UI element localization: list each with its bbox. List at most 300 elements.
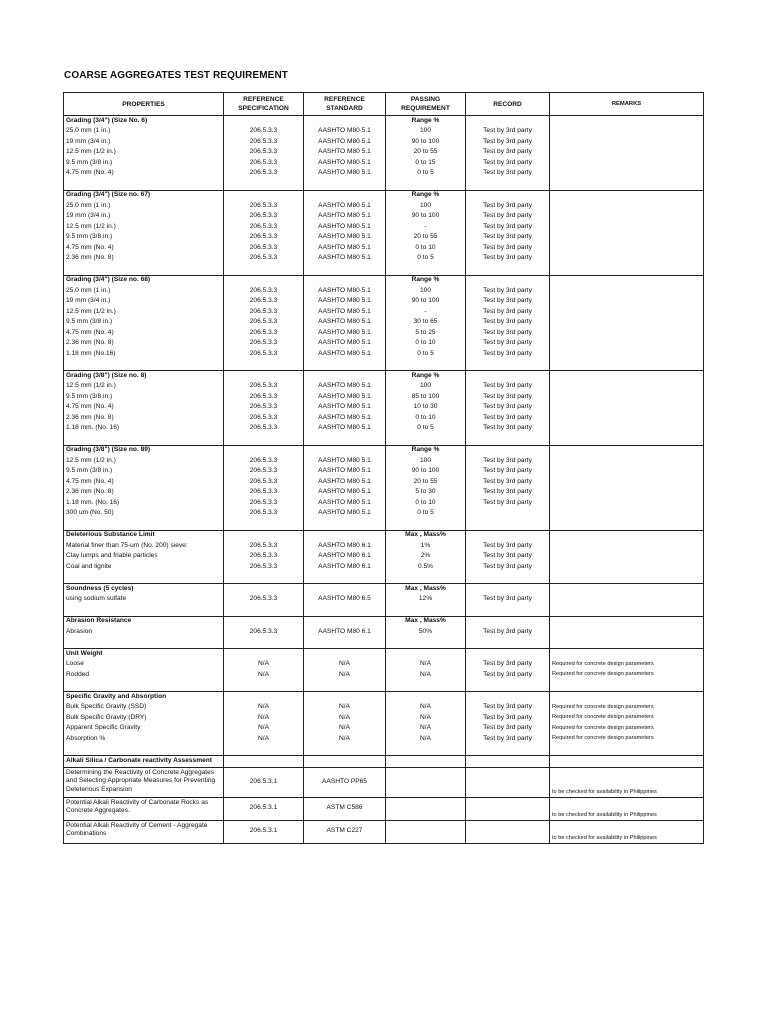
- section-title: Deleterious Substance Limit: [64, 530, 224, 541]
- empty-cell: [304, 434, 386, 445]
- empty-cell: [550, 360, 704, 371]
- section-requirement-header: Max , Mass%: [386, 584, 466, 595]
- specification-cell: 206.5.3.3: [224, 328, 304, 339]
- record-cell: Test by 3rd party: [466, 212, 550, 223]
- standard-cell: N/A: [304, 703, 386, 714]
- table-row: [64, 424, 704, 435]
- remarks-cell: Required for concrete design parameters: [550, 703, 704, 714]
- empty-cell: [64, 573, 224, 584]
- record-cell: Test by 3rd party: [466, 541, 550, 552]
- requirement-cell: 20 to 55: [386, 148, 466, 159]
- requirement-cell: 5 to 30: [386, 488, 466, 499]
- property-cell: Rodded: [64, 670, 224, 681]
- empty-cell: [224, 681, 304, 692]
- empty-cell: [386, 264, 466, 275]
- specification-cell: 206.5.3.3: [224, 509, 304, 520]
- empty-cell: [304, 649, 386, 660]
- specification-cell: 206.5.3.3: [224, 137, 304, 148]
- record-cell: Test by 3rd party: [466, 137, 550, 148]
- specification-cell: 206.5.3.3: [224, 318, 304, 329]
- property-cell: 1.18 mm (No.16): [64, 349, 224, 360]
- standard-cell: AASHTO M80 5.1: [304, 424, 386, 435]
- requirement-cell: 100: [386, 201, 466, 212]
- record-cell: Test by 3rd party: [466, 254, 550, 265]
- specification-cell: 206.5.3.1: [224, 797, 304, 820]
- property-cell: 2.36 mm (No. 8): [64, 413, 224, 424]
- table-row: [64, 158, 704, 169]
- specification-cell: 206.5.3.3: [224, 477, 304, 488]
- specification-cell: 206.5.3.3: [224, 158, 304, 169]
- specification-cell: 206.5.3.3: [224, 169, 304, 180]
- property-cell: Bulk Specific Gravity (DRY): [64, 713, 224, 724]
- empty-cell: [224, 649, 304, 660]
- table-row: [64, 297, 704, 308]
- spacer-row: [64, 681, 704, 692]
- table-row: [64, 797, 704, 820]
- record-cell: Test by 3rd party: [466, 318, 550, 329]
- section-requirement-header: Range %: [386, 275, 466, 286]
- standard-cell: AASHTO M80 5.1: [304, 169, 386, 180]
- table-row: [64, 509, 704, 520]
- requirement-cell: 12%: [386, 595, 466, 606]
- record-cell: Test by 3rd party: [466, 413, 550, 424]
- requirement-cell: 0.5%: [386, 562, 466, 573]
- section-header-row: [64, 649, 704, 660]
- record-cell: Test by 3rd party: [466, 562, 550, 573]
- table-row: [64, 382, 704, 393]
- property-cell: 2.36 mm (No. 8): [64, 339, 224, 350]
- requirement-cell: 0 to 10: [386, 498, 466, 509]
- specification-cell: 206.5.3.3: [224, 297, 304, 308]
- section-requirement-header: [386, 692, 466, 703]
- empty-cell: [224, 434, 304, 445]
- property-cell: Coal and lignite: [64, 562, 224, 573]
- requirement-cell: 0 to 5: [386, 424, 466, 435]
- remarks-cell: [550, 477, 704, 488]
- remarks-cell: [550, 382, 704, 393]
- table-row: [64, 488, 704, 499]
- section-requirement-header: Range %: [386, 371, 466, 382]
- header-record: RECORD: [466, 93, 550, 116]
- spacer-row: [64, 745, 704, 756]
- remarks-cell: [550, 243, 704, 254]
- section-header-row: [64, 190, 704, 201]
- remarks-cell: to be checked for availability in Philippines: [550, 797, 704, 820]
- section-requirement-header: Max , Mass%: [386, 616, 466, 627]
- specification-cell: 206.5.3.3: [224, 392, 304, 403]
- section-title: Unit Weight: [64, 649, 224, 660]
- table-row: [64, 307, 704, 318]
- empty-cell: [550, 745, 704, 756]
- remarks-cell: [550, 127, 704, 138]
- spacer-row: [64, 605, 704, 616]
- standard-cell: AASHTO M80 5.1: [304, 456, 386, 467]
- record-cell: [466, 820, 550, 843]
- table-row: [64, 233, 704, 244]
- remarks-cell: Required for concrete design parameters: [550, 713, 704, 724]
- standard-cell: AASHTO M80 5.1: [304, 286, 386, 297]
- remarks-cell: [550, 552, 704, 563]
- empty-cell: [64, 745, 224, 756]
- property-cell: 12.5 mm (1/2 in.): [64, 307, 224, 318]
- property-cell: 9.5 mm (3/8 in.): [64, 392, 224, 403]
- property-cell: Material finer than 75-um (No. 200) sieve:: [64, 541, 224, 552]
- standard-cell: N/A: [304, 724, 386, 735]
- empty-cell: [386, 605, 466, 616]
- empty-cell: [224, 190, 304, 201]
- header-properties: PROPERTIES: [64, 93, 224, 116]
- empty-cell: [550, 371, 704, 382]
- specification-cell: 206.5.3.3: [224, 552, 304, 563]
- section-header-row: [64, 530, 704, 541]
- specification-cell: 206.5.3.3: [224, 403, 304, 414]
- specification-cell: 206.5.3.3: [224, 627, 304, 638]
- standard-cell: AASHTO M80 5.1: [304, 254, 386, 265]
- empty-cell: [466, 681, 550, 692]
- header-reference-standard: REFERENCE STANDARD: [304, 93, 386, 116]
- property-cell: 2.36 mm (No. 8): [64, 488, 224, 499]
- empty-cell: [466, 519, 550, 530]
- empty-cell: [466, 530, 550, 541]
- empty-cell: [386, 756, 466, 768]
- table-row: [64, 403, 704, 414]
- table-row: [64, 477, 704, 488]
- remarks-cell: [550, 627, 704, 638]
- empty-cell: [550, 605, 704, 616]
- empty-cell: [304, 605, 386, 616]
- section-requirement-header: Max , Mass%: [386, 530, 466, 541]
- table-row: [64, 541, 704, 552]
- remarks-cell: Required for concrete design parameters: [550, 724, 704, 735]
- table-row: [64, 456, 704, 467]
- property-cell: 1.18 mm. (No. 16): [64, 498, 224, 509]
- remarks-cell: [550, 328, 704, 339]
- empty-cell: [304, 756, 386, 768]
- empty-cell: [304, 616, 386, 627]
- remarks-cell: [550, 318, 704, 329]
- specification-cell: 206.5.3.3: [224, 148, 304, 159]
- record-cell: Test by 3rd party: [466, 328, 550, 339]
- empty-cell: [224, 519, 304, 530]
- property-cell: 12.5 mm (1/2 in.): [64, 148, 224, 159]
- specification-cell: 206.5.3.3: [224, 201, 304, 212]
- remarks-cell: [550, 498, 704, 509]
- standard-cell: AASHTO M80 5.1: [304, 307, 386, 318]
- record-cell: Test by 3rd party: [466, 477, 550, 488]
- standard-cell: AASHTO M80 6.1: [304, 541, 386, 552]
- empty-cell: [304, 745, 386, 756]
- empty-cell: [550, 692, 704, 703]
- requirement-cell: 30 to 65: [386, 318, 466, 329]
- empty-cell: [224, 692, 304, 703]
- requirement-cell: N/A: [386, 660, 466, 671]
- empty-cell: [64, 264, 224, 275]
- record-cell: Test by 3rd party: [466, 392, 550, 403]
- record-cell: Test by 3rd party: [466, 488, 550, 499]
- table-row: [64, 212, 704, 223]
- property-cell: 2.36 mm (No. 8): [64, 254, 224, 265]
- section-header-row: [64, 616, 704, 627]
- requirement-cell: 90 to 100: [386, 297, 466, 308]
- property-cell: 9.5 mm (3/8 in.): [64, 467, 224, 478]
- property-cell: 19 mm (3/4 in.): [64, 137, 224, 148]
- table-row: [64, 413, 704, 424]
- property-cell: using sodium sulfate: [64, 595, 224, 606]
- table-row: [64, 670, 704, 681]
- specification-cell: N/A: [224, 670, 304, 681]
- empty-cell: [466, 692, 550, 703]
- remarks-cell: [550, 562, 704, 573]
- section-header-row: [64, 445, 704, 456]
- record-cell: Test by 3rd party: [466, 297, 550, 308]
- empty-cell: [550, 573, 704, 584]
- standard-cell: AASHTO M80 5.1: [304, 233, 386, 244]
- remarks-cell: [550, 137, 704, 148]
- property-cell: Absorption %: [64, 734, 224, 745]
- empty-cell: [304, 638, 386, 649]
- remarks-cell: [550, 201, 704, 212]
- empty-cell: [386, 681, 466, 692]
- spacer-row: [64, 573, 704, 584]
- empty-cell: [224, 445, 304, 456]
- empty-cell: [466, 445, 550, 456]
- remarks-cell: [550, 297, 704, 308]
- specification-cell: 206.5.3.3: [224, 127, 304, 138]
- empty-cell: [64, 434, 224, 445]
- standard-cell: AASHTO M80 5.1: [304, 328, 386, 339]
- table-row: [64, 243, 704, 254]
- empty-cell: [550, 434, 704, 445]
- record-cell: Test by 3rd party: [466, 724, 550, 735]
- table-row: [64, 254, 704, 265]
- empty-cell: [224, 275, 304, 286]
- standard-cell: AASHTO M80 5.1: [304, 201, 386, 212]
- property-cell: 12.5 mm (1/2 in.): [64, 456, 224, 467]
- record-cell: Test by 3rd party: [466, 670, 550, 681]
- remarks-cell: [550, 339, 704, 350]
- requirement-cell: 100: [386, 127, 466, 138]
- standard-cell: N/A: [304, 734, 386, 745]
- record-cell: Test by 3rd party: [466, 286, 550, 297]
- property-cell: 4.75 mm (No. 4): [64, 477, 224, 488]
- empty-cell: [386, 745, 466, 756]
- specification-cell: N/A: [224, 713, 304, 724]
- requirement-cell: [386, 820, 466, 843]
- standard-cell: AASHTO M80 6.1: [304, 562, 386, 573]
- property-cell: Potential Alkali Reactivity of Carbonate Rocks as Concrete Aggregates.: [64, 797, 224, 820]
- specification-cell: 206.5.3.3: [224, 382, 304, 393]
- empty-cell: [386, 434, 466, 445]
- specification-cell: N/A: [224, 734, 304, 745]
- property-cell: Clay lumps and friable particles: [64, 552, 224, 563]
- table-row: [64, 660, 704, 671]
- requirement-cell: 85 to 100: [386, 392, 466, 403]
- remarks-cell: [550, 349, 704, 360]
- section-header-row: [64, 756, 704, 768]
- standard-cell: AASHTO M80 5.1: [304, 222, 386, 233]
- property-cell: 19 mm (3/4 in.): [64, 297, 224, 308]
- standard-cell: AASHTO M80 5.1: [304, 382, 386, 393]
- specification-cell: 206.5.3.3: [224, 286, 304, 297]
- table-row: [64, 467, 704, 478]
- property-cell: Potential Alkali Reactivity of Cement - Aggregate Combinations: [64, 820, 224, 843]
- section-title: Specific Gravity and Absorption: [64, 692, 224, 703]
- empty-cell: [224, 116, 304, 127]
- spacer-row: [64, 179, 704, 190]
- requirement-cell: 5 to 25: [386, 328, 466, 339]
- empty-cell: [386, 638, 466, 649]
- empty-cell: [466, 616, 550, 627]
- section-title: Alkali Silica / Carbonate reactivity Assessment: [64, 756, 224, 768]
- empty-cell: [550, 681, 704, 692]
- table-body: [64, 116, 704, 844]
- empty-cell: [386, 519, 466, 530]
- specification-cell: 206.5.3.3: [224, 254, 304, 265]
- requirement-cell: N/A: [386, 734, 466, 745]
- empty-cell: [304, 692, 386, 703]
- standard-cell: AASHTO PP65: [304, 767, 386, 797]
- requirement-cell: 100: [386, 382, 466, 393]
- section-requirement-header: Range %: [386, 445, 466, 456]
- empty-cell: [466, 116, 550, 127]
- empty-cell: [304, 681, 386, 692]
- remarks-cell: [550, 413, 704, 424]
- property-cell: 9.5 mm (3/8 in.): [64, 158, 224, 169]
- standard-cell: AASHTO M80 6.1: [304, 627, 386, 638]
- empty-cell: [550, 275, 704, 286]
- record-cell: Test by 3rd party: [466, 169, 550, 180]
- empty-cell: [224, 371, 304, 382]
- remarks-cell: Required for concrete design parameters: [550, 734, 704, 745]
- standard-cell: AASHTO M80 5.1: [304, 498, 386, 509]
- empty-cell: [64, 638, 224, 649]
- table-row: [64, 169, 704, 180]
- property-cell: 1.18 mm. (No. 16): [64, 424, 224, 435]
- empty-cell: [550, 190, 704, 201]
- spacer-row: [64, 434, 704, 445]
- standard-cell: AASHTO M80 5.1: [304, 509, 386, 520]
- empty-cell: [550, 756, 704, 768]
- remarks-cell: [550, 148, 704, 159]
- specification-cell: N/A: [224, 724, 304, 735]
- table-row: [64, 498, 704, 509]
- empty-cell: [386, 573, 466, 584]
- property-cell: 25.0 mm (1 in.): [64, 127, 224, 138]
- requirements-table: [63, 92, 704, 844]
- remarks-cell: [550, 286, 704, 297]
- record-cell: Test by 3rd party: [466, 627, 550, 638]
- standard-cell: AASHTO M80 6.5: [304, 595, 386, 606]
- standard-cell: AASHTO M80 5.1: [304, 297, 386, 308]
- requirement-cell: 90 to 100: [386, 467, 466, 478]
- requirement-cell: 2%: [386, 552, 466, 563]
- specification-cell: N/A: [224, 660, 304, 671]
- requirement-cell: 0 to 5: [386, 509, 466, 520]
- remarks-cell: [550, 169, 704, 180]
- property-cell: 12.5 mm (1/2 in.): [64, 382, 224, 393]
- empty-cell: [224, 573, 304, 584]
- requirement-cell: [386, 797, 466, 820]
- record-cell: Test by 3rd party: [466, 467, 550, 478]
- standard-cell: N/A: [304, 670, 386, 681]
- record-cell: Test by 3rd party: [466, 148, 550, 159]
- requirement-cell: 0 to 15: [386, 158, 466, 169]
- remarks-cell: [550, 307, 704, 318]
- remarks-cell: [550, 158, 704, 169]
- empty-cell: [466, 264, 550, 275]
- empty-cell: [224, 584, 304, 595]
- remarks-cell: [550, 488, 704, 499]
- empty-cell: [64, 605, 224, 616]
- requirement-cell: 90 to 100: [386, 212, 466, 223]
- empty-cell: [550, 116, 704, 127]
- table-row: [64, 767, 704, 797]
- requirement-cell: N/A: [386, 703, 466, 714]
- table-row: [64, 724, 704, 735]
- requirement-cell: N/A: [386, 724, 466, 735]
- section-header-row: [64, 275, 704, 286]
- record-cell: Test by 3rd party: [466, 222, 550, 233]
- empty-cell: [304, 445, 386, 456]
- section-requirement-header: Range %: [386, 190, 466, 201]
- standard-cell: AASHTO M80 5.1: [304, 467, 386, 478]
- remarks-cell: Required for concrete design parameters: [550, 660, 704, 671]
- table-row: [64, 713, 704, 724]
- remarks-cell: [550, 222, 704, 233]
- remarks-cell: Required for concrete design parameters: [550, 670, 704, 681]
- empty-cell: [466, 649, 550, 660]
- requirement-cell: 90 to 100: [386, 137, 466, 148]
- empty-cell: [64, 360, 224, 371]
- specification-cell: 206.5.3.3: [224, 307, 304, 318]
- record-cell: Test by 3rd party: [466, 456, 550, 467]
- empty-cell: [304, 264, 386, 275]
- specification-cell: 206.5.3.3: [224, 541, 304, 552]
- remarks-cell: [550, 233, 704, 244]
- standard-cell: N/A: [304, 713, 386, 724]
- specification-cell: 206.5.3.3: [224, 413, 304, 424]
- empty-cell: [466, 434, 550, 445]
- remarks-cell: [550, 403, 704, 414]
- empty-cell: [386, 360, 466, 371]
- table-row: [64, 328, 704, 339]
- record-cell: Test by 3rd party: [466, 349, 550, 360]
- empty-cell: [224, 638, 304, 649]
- requirement-cell: 1%: [386, 541, 466, 552]
- empty-cell: [224, 756, 304, 768]
- standard-cell: ASTM C586: [304, 797, 386, 820]
- standard-cell: AASHTO M80 5.1: [304, 339, 386, 350]
- empty-cell: [224, 605, 304, 616]
- requirement-cell: 0 to 5: [386, 169, 466, 180]
- section-title: Abrasion Resistance: [64, 616, 224, 627]
- remarks-cell: to be checked for availability in Philippines: [550, 820, 704, 843]
- table-row: [64, 627, 704, 638]
- empty-cell: [64, 681, 224, 692]
- section-header-row: [64, 692, 704, 703]
- empty-cell: [466, 756, 550, 768]
- remarks-cell: [550, 392, 704, 403]
- requirement-cell: N/A: [386, 713, 466, 724]
- standard-cell: AASHTO M80 5.1: [304, 127, 386, 138]
- empty-cell: [224, 745, 304, 756]
- empty-cell: [550, 638, 704, 649]
- property-cell: Loose: [64, 660, 224, 671]
- remarks-cell: [550, 595, 704, 606]
- remarks-cell: [550, 456, 704, 467]
- standard-cell: AASHTO M80 6.1: [304, 552, 386, 563]
- table-row: [64, 127, 704, 138]
